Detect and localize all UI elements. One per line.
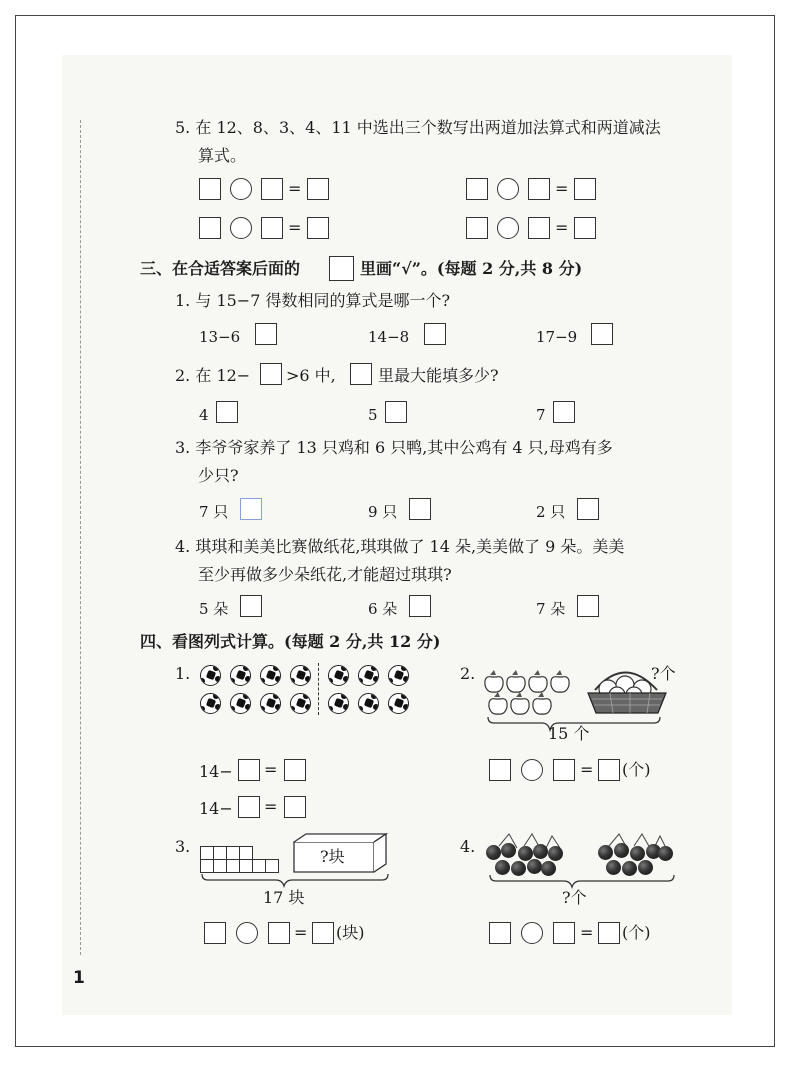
check-box[interactable] <box>255 323 277 345</box>
s3-q1-option-b: 14−8 <box>368 328 410 346</box>
answer-box[interactable] <box>466 217 488 239</box>
check-box[interactable] <box>577 498 599 520</box>
s3-q2-text-c: 里最大能填多少? <box>378 366 499 385</box>
answer-box[interactable] <box>204 922 226 944</box>
answer-box[interactable] <box>261 178 283 200</box>
binding-margin-line <box>80 120 81 955</box>
equals-sign: = <box>555 218 569 237</box>
answer-box[interactable] <box>307 178 329 200</box>
equals-sign: = <box>555 179 569 198</box>
operator-circle[interactable] <box>236 922 258 944</box>
p4-number: 4. <box>460 837 476 856</box>
cherry-icon <box>527 859 542 874</box>
unit-label: (个) <box>622 923 651 942</box>
s3-q4-option-c: 7 朵 <box>536 600 566 618</box>
p3-total-label: 17 块 <box>263 888 305 907</box>
soccer-ball-icon <box>260 665 281 686</box>
s3-q1-option-a: 13−6 <box>199 328 241 346</box>
answer-box[interactable] <box>199 178 221 200</box>
cherry-icon <box>486 845 501 860</box>
cube-icon <box>226 859 240 873</box>
check-box[interactable] <box>553 401 575 423</box>
cherry-icon <box>630 846 645 861</box>
soccer-ball-icon <box>200 693 221 714</box>
check-box[interactable] <box>216 401 238 423</box>
page-number: 1 <box>73 968 85 988</box>
s3-q3-text-line2: 少只? <box>198 466 239 485</box>
answer-box[interactable] <box>598 759 620 781</box>
answer-box[interactable] <box>553 922 575 944</box>
s3-q2-text-a: 2. 在 12− <box>175 366 251 385</box>
operator-circle[interactable] <box>497 217 519 239</box>
p4-total-label: ?个 <box>562 888 587 907</box>
soccer-ball-icon <box>388 665 409 686</box>
equals-sign: = <box>264 797 278 816</box>
section4-title: 四、看图列式计算。(每题 2 分,共 12 分) <box>140 632 441 651</box>
soccer-ball-icon <box>230 693 251 714</box>
s3-q3-option-a: 7 只 <box>199 503 229 521</box>
answer-box[interactable] <box>284 759 306 781</box>
cube-icon <box>200 859 214 873</box>
s3-q4-option-a: 5 朵 <box>199 600 229 618</box>
p1-number: 1. <box>175 664 191 683</box>
answer-box[interactable] <box>238 796 260 818</box>
equation-prefix: 14− <box>199 762 233 781</box>
p3-number: 3. <box>175 837 191 856</box>
answer-box[interactable] <box>598 922 620 944</box>
unit-label: (个) <box>622 760 651 779</box>
soccer-ball-icon <box>358 665 379 686</box>
soccer-ball-icon <box>290 665 311 686</box>
answer-box <box>350 363 372 385</box>
p2-number: 2. <box>460 664 476 683</box>
cube-icon <box>252 859 266 873</box>
cube-icon <box>265 859 279 873</box>
s3-q4-option-b: 6 朵 <box>368 600 398 618</box>
answer-box <box>260 363 282 385</box>
soccer-ball-icon <box>200 665 221 686</box>
answer-box[interactable] <box>528 178 550 200</box>
operator-circle[interactable] <box>521 759 543 781</box>
soccer-ball-icon <box>328 693 349 714</box>
cherry-icon <box>548 846 563 861</box>
answer-box[interactable] <box>553 759 575 781</box>
s3-q3-option-c: 2 只 <box>536 503 566 521</box>
cube-icon <box>213 846 227 860</box>
answer-box[interactable] <box>466 178 488 200</box>
s3-q1-option-c: 17−9 <box>536 328 578 346</box>
q5-text-line2: 算式。 <box>198 146 247 165</box>
answer-box[interactable] <box>574 178 596 200</box>
soccer-ball-icon <box>230 665 251 686</box>
section3-title-suffix: 里画“√”。(每题 2 分,共 8 分) <box>360 259 583 278</box>
cherry-icon <box>598 845 613 860</box>
section3-title-prefix: 三、在合适答案后面的 <box>140 259 301 278</box>
soccer-ball-icon <box>290 693 311 714</box>
s3-q4-text-line1: 4. 琪琪和美美比赛做纸花,琪琪做了 14 朵,美美做了 9 朵。美美 <box>175 537 625 556</box>
cube-icon <box>239 859 253 873</box>
operator-circle[interactable] <box>230 178 252 200</box>
check-box[interactable] <box>385 401 407 423</box>
p2-total-label: 15 个 <box>548 724 590 743</box>
operator-circle[interactable] <box>497 178 519 200</box>
answer-box[interactable] <box>528 217 550 239</box>
answer-box[interactable] <box>199 217 221 239</box>
s3-q1-text: 1. 与 15−7 得数相同的算式是哪一个? <box>175 291 451 310</box>
soccer-ball-icon <box>358 693 379 714</box>
soccer-ball-icon <box>388 693 409 714</box>
soccer-ball-icon <box>328 665 349 686</box>
answer-box[interactable] <box>268 922 290 944</box>
equals-sign: = <box>294 923 308 942</box>
s3-q2-option-a: 4 <box>199 406 209 424</box>
equation-prefix: 14− <box>199 799 233 818</box>
s3-q2-text-b: >6 中, <box>286 366 336 385</box>
operator-circle[interactable] <box>230 217 252 239</box>
cube-icon <box>213 859 227 873</box>
brace-icon <box>196 872 396 888</box>
q5-text-line1: 5. 在 12、8、3、4、11 中选出三个数写出两道加法算式和两道减法 <box>175 118 661 137</box>
check-box[interactable] <box>424 323 446 345</box>
cube-icon <box>200 846 214 860</box>
s3-q3-text-line1: 3. 李爷爷家养了 13 只鸡和 6 只鸭,其中公鸡有 4 只,母鸡有多 <box>175 438 613 457</box>
cube-icon <box>239 846 253 860</box>
soccer-ball-icon <box>260 693 281 714</box>
equals-sign: = <box>264 760 278 779</box>
cube-icon <box>226 846 240 860</box>
answer-box[interactable] <box>489 922 511 944</box>
answer-box[interactable] <box>312 922 334 944</box>
check-box[interactable] <box>409 498 431 520</box>
sample-box-icon <box>329 256 354 281</box>
answer-box[interactable] <box>261 217 283 239</box>
operator-circle[interactable] <box>521 922 543 944</box>
s3-q4-text-line2: 至少再做多少朵纸花,才能超过琪琪? <box>198 565 452 584</box>
unit-label: (块) <box>336 923 365 942</box>
cherry-icon <box>533 844 548 859</box>
cherry-icon <box>658 846 673 861</box>
answer-box[interactable] <box>284 796 306 818</box>
equals-sign: = <box>580 760 594 779</box>
answer-box[interactable] <box>574 217 596 239</box>
cherry-icon <box>501 843 516 858</box>
check-box[interactable] <box>409 595 431 617</box>
divider-dashed-line <box>318 663 319 715</box>
answer-box[interactable] <box>307 217 329 239</box>
s3-q2-option-c: 7 <box>536 406 546 424</box>
cherry-icon <box>614 843 629 858</box>
check-box[interactable] <box>591 323 613 345</box>
brace-icon <box>486 873 676 889</box>
equals-sign: = <box>288 179 302 198</box>
check-box[interactable] <box>577 595 599 617</box>
equals-sign: = <box>288 218 302 237</box>
check-box[interactable] <box>240 498 262 520</box>
p2-question-label: ?个 <box>651 664 676 683</box>
answer-box[interactable] <box>238 759 260 781</box>
answer-box[interactable] <box>489 759 511 781</box>
s3-q2-option-b: 5 <box>368 406 378 424</box>
check-box[interactable] <box>240 595 262 617</box>
p3-box-label: ?块 <box>320 847 345 866</box>
equals-sign: = <box>580 923 594 942</box>
s3-q3-option-b: 9 只 <box>368 503 398 521</box>
